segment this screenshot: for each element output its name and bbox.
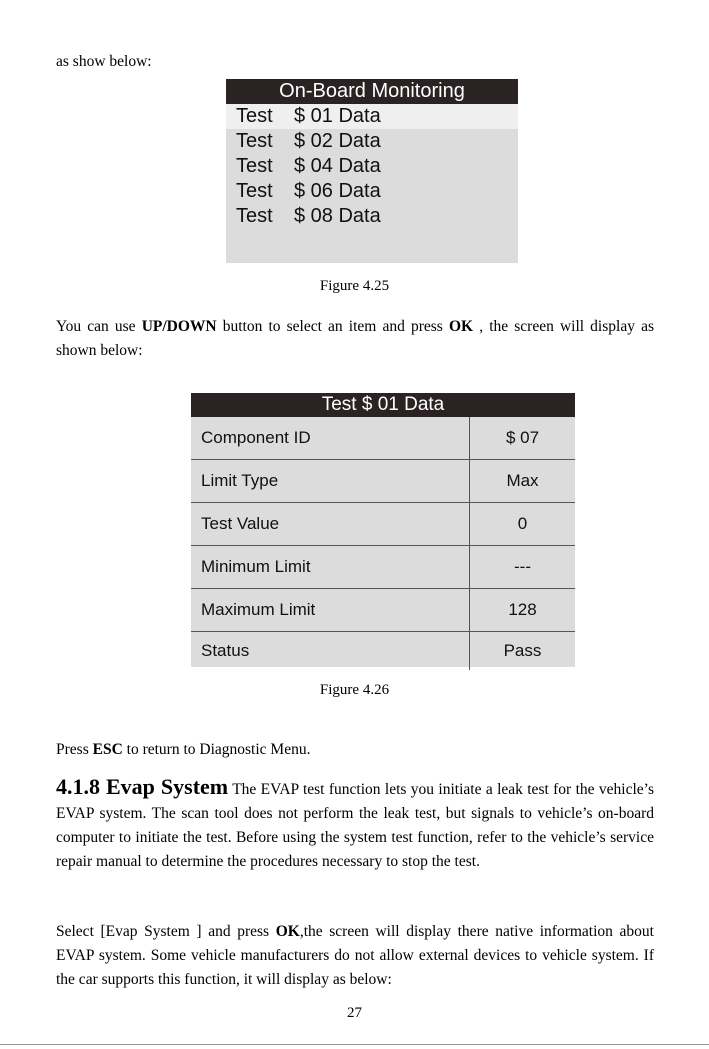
figure-caption-4-26: Figure 4.26	[319, 682, 390, 698]
menu-item-test-02[interactable]: Test $ 02 Data	[236, 130, 381, 152]
row-label: Minimum Limit	[191, 546, 470, 589]
table-row	[191, 546, 575, 589]
instruction-paragraph: You can use UP/DOWN button to select an item and press OK , the screen will display as shown below:	[56, 318, 654, 359]
page-number: 27	[347, 1005, 362, 1021]
intro-text: as show below:	[56, 53, 152, 70]
row-label: Status	[191, 632, 470, 671]
row-label: Component ID	[191, 417, 470, 460]
table-row	[191, 589, 575, 632]
row-value: $ 07	[470, 417, 576, 460]
row-label: Maximum Limit	[191, 589, 470, 632]
evap-select-paragraph: Select [Evap System ] and press OK,the screen will display there native information about EVAP system. Some vehicle manufacturers do not allow external devices to vehicle system. If the car supports this function, it will display as below:	[56, 923, 654, 988]
screen-title: Test $ 01 Data	[191, 393, 575, 417]
row-value: Max	[470, 460, 576, 503]
table-row	[191, 632, 575, 671]
table-row	[191, 460, 575, 503]
test-data-table	[191, 417, 575, 670]
figure-caption-4-25: Figure 4.25	[319, 278, 390, 294]
on-board-monitoring-screen	[226, 79, 518, 263]
evap-section-paragraph: 4.1.8 Evap System The EVAP test function lets you initiate a leak test for the vehicle’s EVAP system. The scan tool does not perform the leak test, but signals to vehicle’s on-board computer to initiate the test. Before using the system test function, refer to the vehicle’s service repair manual to determine the procedures necessary to stop the test.	[56, 774, 654, 870]
row-value: Pass	[503, 641, 542, 660]
section-heading: 4.1.8 Evap System	[56, 774, 229, 799]
table-row	[191, 417, 575, 460]
row-value: 0	[470, 503, 576, 546]
menu-item-test-01[interactable]: Test $ 01 Data	[226, 104, 518, 129]
table-row	[191, 503, 575, 546]
menu-item-test-06[interactable]: Test $ 06 Data	[236, 180, 381, 202]
row-value: 128	[470, 589, 576, 632]
row-value: ---	[470, 546, 576, 589]
row-label: Test Value	[191, 503, 470, 546]
row-label: Limit Type	[191, 460, 470, 503]
esc-paragraph: Press ESC to return to Diagnostic Menu.	[56, 741, 311, 758]
menu-item-test-04[interactable]: Test $ 04 Data	[236, 155, 381, 177]
test-data-screen	[191, 393, 575, 667]
screen-title: On-Board Monitoring	[226, 79, 518, 104]
menu-item-test-08[interactable]: Test $ 08 Data	[236, 205, 381, 227]
page-divider	[0, 1044, 709, 1045]
